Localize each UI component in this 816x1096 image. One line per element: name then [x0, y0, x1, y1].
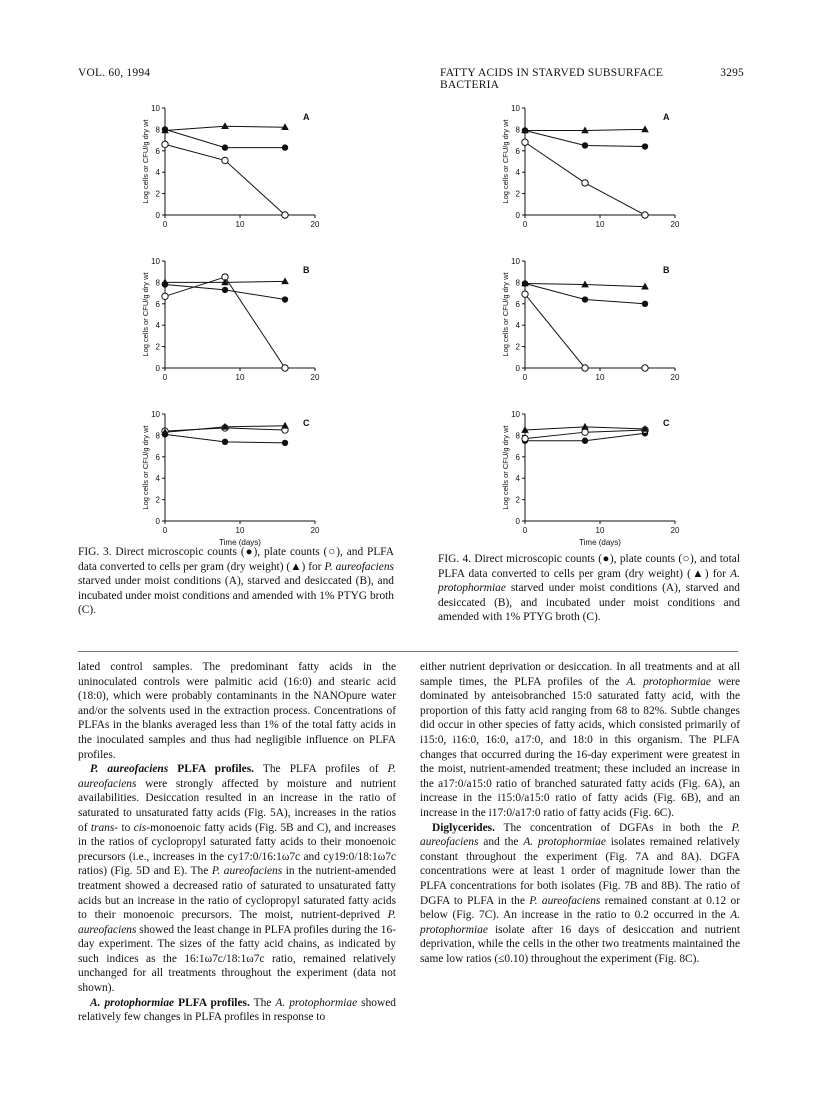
data-point-filled-circle — [282, 296, 288, 302]
data-point-open-circle — [582, 429, 588, 435]
data-point-filled-circle — [222, 439, 228, 445]
data-point-filled-triangle — [581, 126, 589, 133]
y-tick-label: 8 — [155, 278, 160, 288]
y-tick-label: 2 — [155, 495, 160, 505]
panel-C — [501, 410, 680, 535]
x-tick-label: 0 — [522, 373, 528, 382]
x-tick-label: 0 — [522, 526, 528, 535]
data-point-open-circle — [162, 293, 168, 299]
data-point-filled-triangle — [641, 283, 649, 290]
open-circle-icon: ○ — [327, 546, 337, 558]
paragraph-p5: Diglycerides. The concentration of DGFAs in both the P. aureofaciens and the A. protophormiae isolates remained relatively constant throughout the experiment (Fig. 7A and 8A). DGFA concentrations were at least 1 order of magnitude lower than the PLFA concentrations for both isolates (Fig. 7B and 8B). The ratio of DGFA to PLFA in the P. aureofaciens remained constant at 0.12 or below (Fig. 7C). An increase in the ratio to 0.2 occurred in the A. protophormiae isolate after 16 days of desiccation and nutrient deprivation, while the cells in the other two treatments maintained the same low ratios (≤0.10) throughout the experiment (Fig. 8C). — [420, 821, 740, 965]
y-axis-label: Log cells or CFU/g dry wt — [141, 119, 150, 204]
y-tick-label: 4 — [515, 321, 520, 331]
x-tick-label: 10 — [235, 220, 245, 229]
paragraph-p4: either nutrient deprivation or desiccation. In all treatments and at all sample times, the PLFA profiles of the A. protophormiae were dominated by anteisobranched 15:0 saturated fatty acid, with the proportion of this fatty acid ranging from 68 to 82%. Subtle changes did occur in other species of fatty acids, which consisted primarily of i15:0, i16:0, 16:0, a17:0, and 18:0 in this organism. The PLFA changes that occurred during the 16-day experiment were greatest in the moist, nutrient-amended treatment; these included an increase in the a17:0/a15:0 ratio of branched saturated fatty acids (Fig. 6A), an increase in the i15:0/a15:0 ratio of fatty acids (Fig. 6B), and an increase in the i17:0/a17:0 ratio of fatty acids (Fig. 6C). — [420, 661, 741, 819]
x-tick-label: 0 — [162, 526, 168, 535]
y-tick-label: 6 — [155, 146, 160, 156]
x-tick-label: 10 — [595, 220, 605, 229]
data-point-filled-circle — [222, 287, 228, 293]
y-tick-label: 10 — [511, 257, 520, 266]
data-point-open-circle — [582, 365, 588, 371]
x-tick-label: 10 — [595, 373, 605, 382]
y-axis-label: Log cells or CFU/g dry wt — [141, 272, 150, 357]
y-tick-label: 4 — [155, 168, 160, 178]
data-point-open-circle — [642, 212, 648, 218]
data-point-filled-circle — [222, 144, 228, 150]
figure-4 — [490, 100, 700, 547]
series-line-open-circle — [165, 144, 285, 215]
y-tick-label: 8 — [155, 431, 160, 441]
panel-label: C — [663, 418, 670, 428]
y-tick-label: 10 — [151, 410, 160, 419]
section-divider — [78, 651, 738, 652]
running-title: FATTY ACIDS IN STARVED SUBSURFACE BACTERIA — [440, 67, 664, 91]
panel-label: B — [663, 265, 670, 275]
data-point-filled-triangle — [641, 125, 649, 132]
filled-circle-icon: ● — [244, 546, 254, 558]
y-tick-label: 2 — [515, 495, 520, 505]
series-line-open-circle — [525, 142, 645, 215]
data-point-filled-circle — [642, 301, 648, 307]
panel-A — [501, 104, 680, 229]
data-point-open-circle — [282, 212, 288, 218]
data-point-filled-circle — [282, 440, 288, 446]
y-tick-label: 10 — [151, 257, 160, 266]
panel-label: C — [303, 418, 310, 428]
data-point-open-circle — [522, 435, 528, 441]
x-tick-label: 20 — [670, 373, 680, 382]
filled-triangle-icon: ▲ — [690, 567, 705, 580]
y-tick-label: 8 — [155, 125, 160, 135]
figure-3 — [130, 100, 340, 547]
running-header — [440, 67, 744, 91]
y-tick-label: 6 — [515, 452, 520, 462]
y-tick-label: 10 — [511, 104, 520, 113]
y-tick-label: 0 — [515, 211, 520, 220]
data-point-filled-triangle — [281, 422, 289, 429]
x-tick-label: 0 — [162, 220, 168, 229]
paragraph-p2: P. aureofaciens PLFA profiles. The PLFA profiles of P. aureofaciens were strongly affected by moisture and nutrient availabilities. Desiccation resulted in an increase in the ratio of saturated to unsaturated fatty acids (Fig. 5A), increases in the ratios of trans- to cis-monoenoic fatty acids (Fig. 5B and C), and increases in the ratios of cyclopropyl saturated fatty acids to their monoenoic precursors (i.e., increases in the cy17:0/16:1ω7c and cy19:0/18:1ω7c ratios) (Fig. 5D and E). The P. aureofaciens in the nutrient-amended treatment showed a decreased ratio of saturated to unsaturated fatty acids but an increase in the ratio of cyclopropyl saturated fatty acids to their monoenoic precursors. The moist, nutrient-deprived P. aureofaciens showed the least change in PLFA profiles during the 16-day experiment. The sizes of the fatty acid chains, as indicated by such indices as the 16:1ω7c/18:1ω7c ratio, remained relatively unchanged for all treatments throughout the experiment (data not shown). — [78, 763, 396, 995]
y-tick-label: 2 — [515, 189, 520, 199]
y-tick-label: 6 — [155, 299, 160, 309]
y-tick-label: 8 — [515, 431, 520, 441]
y-tick-label: 4 — [515, 474, 520, 484]
panel-label: A — [303, 112, 310, 122]
body-column-left — [78, 660, 396, 1025]
figure-4-caption: FIG. 4. Direct microscopic counts (●), plate counts (○), and total PLFA data converted to cells per gram (dry weight) (▲) for A. protophormiae starved under moist conditions (A), starved and desiccated (B), and incubated under moist conditions and amended with 1% PTYG broth (C). — [438, 553, 741, 624]
data-point-open-circle — [162, 141, 168, 147]
data-point-filled-triangle — [221, 122, 229, 129]
y-axis-label: Log cells or CFU/g dry wt — [501, 425, 510, 510]
data-point-open-circle — [642, 365, 648, 371]
y-tick-label: 8 — [515, 278, 520, 288]
panel-C — [141, 410, 320, 535]
running-header-volume: VOL. 60, 1994 — [78, 67, 151, 79]
figure-3-caption: FIG. 3. Direct microscopic counts (●), plate counts (○), and PLFA data converted to cells per gram (dry weight) (▲) for P. aureofaciens starved under moist conditions (A), starved and desiccated (B), and incubated under moist conditions and amended with 1% PTYG broth (C). — [78, 546, 394, 617]
y-axis-label: Log cells or CFU/g dry wt — [501, 272, 510, 357]
x-tick-label: 10 — [235, 373, 245, 382]
data-point-filled-circle — [582, 438, 588, 444]
panel-A — [141, 104, 320, 229]
y-tick-label: 0 — [155, 517, 160, 526]
y-tick-label: 10 — [511, 410, 520, 419]
x-tick-label: 20 — [310, 220, 320, 229]
panel-B — [501, 257, 680, 382]
x-tick-label: 0 — [162, 373, 168, 382]
y-tick-label: 10 — [151, 104, 160, 113]
y-tick-label: 0 — [155, 364, 160, 373]
y-tick-label: 6 — [515, 299, 520, 309]
page-number: 3295 — [720, 67, 744, 79]
data-point-filled-circle — [582, 142, 588, 148]
x-axis-label: Time (days) — [219, 538, 261, 547]
panel-B — [141, 257, 320, 382]
series-line-open-circle — [525, 294, 645, 368]
data-point-filled-circle — [582, 296, 588, 302]
paragraph-p1: lated control samples. The predominant fatty acids in the uninoculated controls were palmitic acid (16:0) and stearic acid (18:0), which were probably contaminants in the NANOpure water and/or the solvents used in the extraction process. Concentrations of PLFAs in the blanks averaged less than 1% of the total fatty acids in the inoculated samples and thus had negligible influence on PLFA profiles. — [78, 661, 396, 761]
body-column-right — [420, 660, 740, 966]
data-point-open-circle — [522, 291, 528, 297]
y-tick-label: 2 — [155, 342, 160, 352]
y-axis-label: Log cells or CFU/g dry wt — [501, 119, 510, 204]
data-point-filled-triangle — [581, 423, 589, 430]
y-tick-label: 8 — [515, 125, 520, 135]
open-circle-icon: ○ — [682, 553, 691, 565]
y-tick-label: 6 — [155, 452, 160, 462]
y-tick-label: 2 — [515, 342, 520, 352]
x-tick-label: 20 — [670, 526, 680, 535]
y-tick-label: 2 — [155, 189, 160, 199]
data-point-open-circle — [222, 157, 228, 163]
x-tick-label: 20 — [310, 526, 320, 535]
data-point-filled-triangle — [281, 123, 289, 130]
paragraph-p3: A. protophormiae PLFA profiles. The A. protophormiae showed relatively few changes in PLFA profiles in response to — [78, 996, 396, 1024]
y-tick-label: 4 — [155, 321, 160, 331]
x-tick-label: 20 — [670, 220, 680, 229]
data-point-filled-triangle — [281, 277, 289, 284]
y-tick-label: 0 — [155, 211, 160, 220]
caption-label: FIG. 3. — [78, 546, 112, 558]
data-point-open-circle — [522, 139, 528, 145]
y-tick-label: 0 — [515, 517, 520, 526]
y-tick-label: 4 — [155, 474, 160, 484]
x-tick-label: 10 — [595, 526, 605, 535]
x-axis-label: Time (days) — [579, 538, 621, 547]
caption-label: FIG. 4. — [438, 553, 472, 565]
y-tick-label: 6 — [515, 146, 520, 156]
panel-label: B — [303, 265, 310, 275]
data-point-filled-triangle — [581, 281, 589, 288]
x-tick-label: 0 — [522, 220, 528, 229]
data-point-filled-triangle — [161, 278, 169, 285]
x-tick-label: 10 — [235, 526, 245, 535]
filled-triangle-icon: ▲ — [290, 560, 302, 573]
filled-circle-icon: ● — [602, 553, 610, 565]
data-point-open-circle — [282, 365, 288, 371]
x-tick-label: 20 — [310, 373, 320, 382]
data-point-filled-circle — [282, 144, 288, 150]
y-axis-label: Log cells or CFU/g dry wt — [141, 425, 150, 510]
data-point-filled-circle — [642, 143, 648, 149]
data-point-open-circle — [582, 180, 588, 186]
panel-label: A — [663, 112, 670, 122]
y-tick-label: 0 — [515, 364, 520, 373]
y-tick-label: 4 — [515, 168, 520, 178]
